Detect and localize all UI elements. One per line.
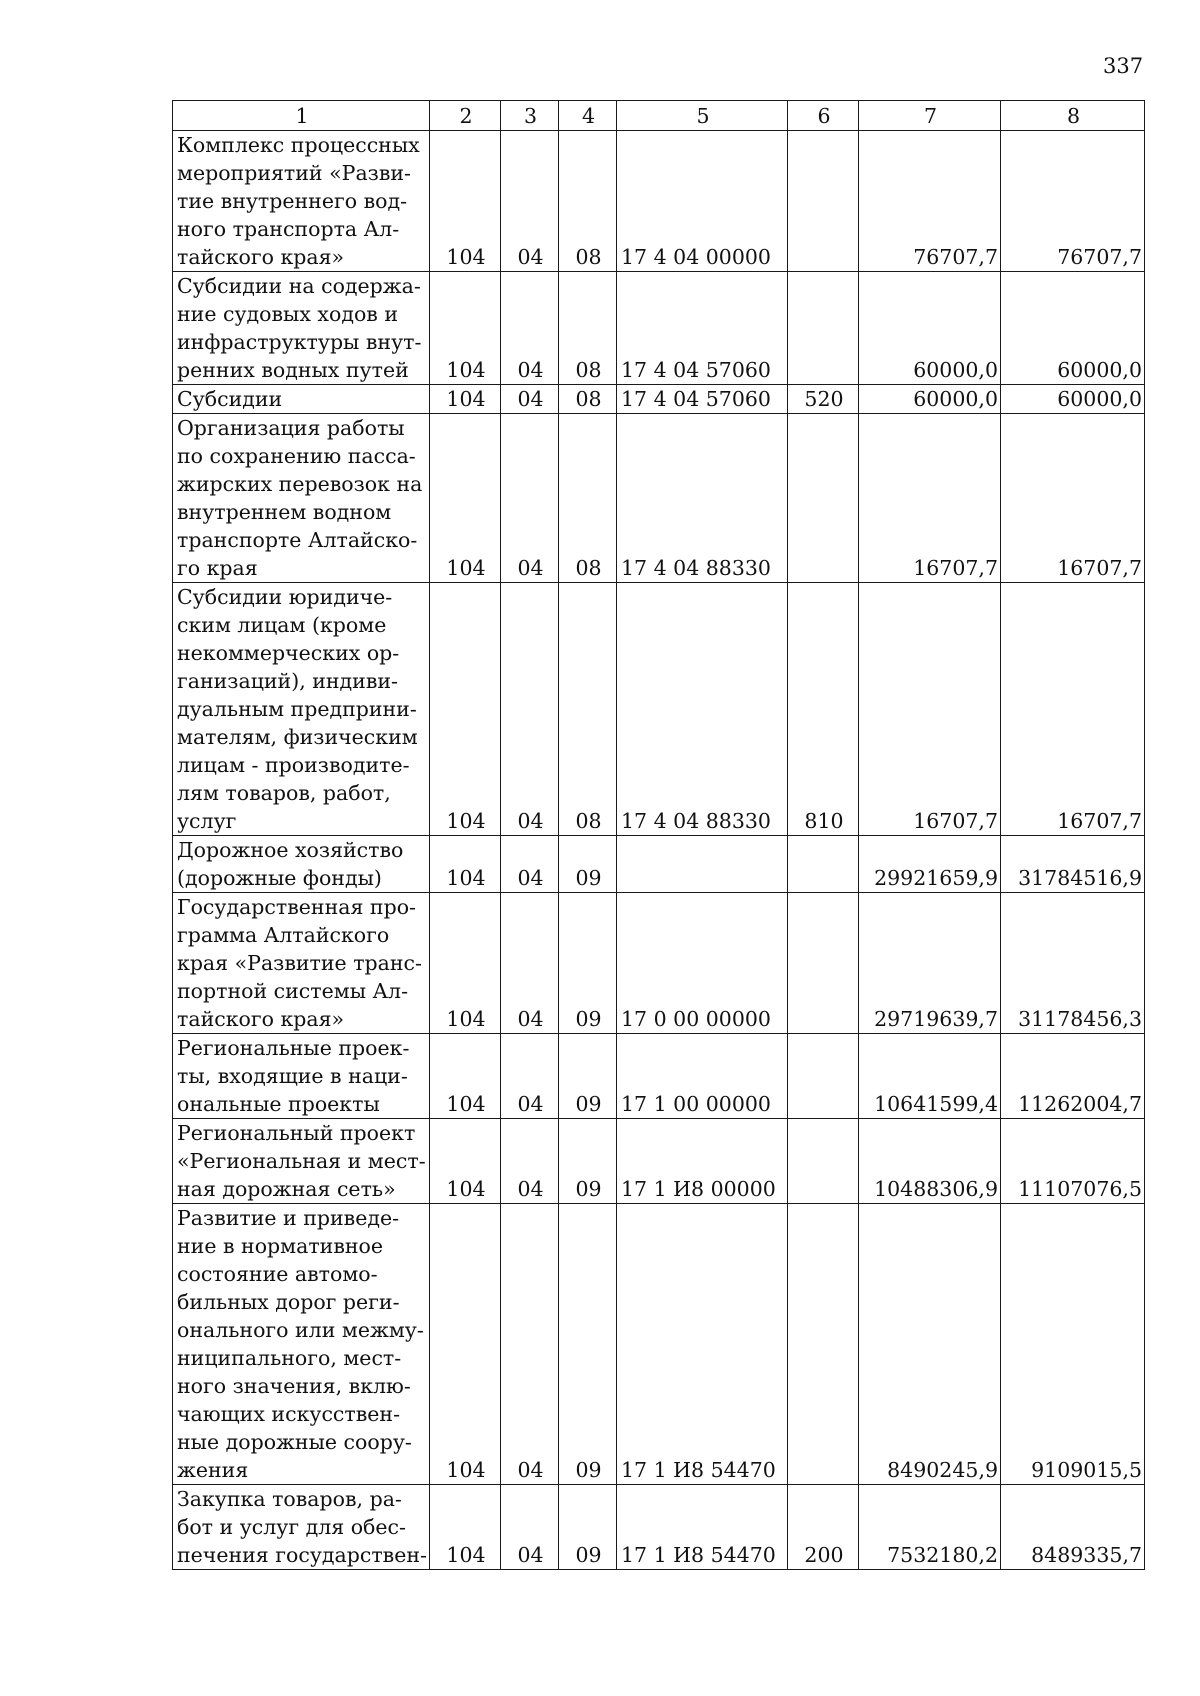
header-row: [173, 101, 1145, 131]
cell-col-4: 09: [559, 1485, 617, 1570]
row-name: Субсидии: [173, 385, 430, 414]
cell-col-4: 08: [559, 385, 617, 414]
cell-col-8: 11107076,5: [1001, 1119, 1145, 1204]
cell-col-3: 04: [501, 1034, 559, 1119]
table-row: [173, 272, 1145, 385]
header-col-6: 6: [788, 101, 859, 131]
cell-col-6: 200: [788, 1485, 859, 1570]
page-number: 337: [1103, 54, 1144, 78]
cell-col-4: 08: [559, 583, 617, 836]
header-col-4: 4: [559, 101, 617, 131]
cell-col-6: [788, 414, 859, 583]
row-name: Развитие и приведе- ние в нормативное состояние автомо- бильных дорог реги- онального или межму- ниципального, мест- ного значения, вклю- чающих искусствен- ные дорожные соору- жения: [173, 1204, 430, 1485]
table-row: [173, 1485, 1145, 1570]
cell-col-2: 104: [430, 131, 501, 272]
cell-col-7: 16707,7: [859, 583, 1001, 836]
cell-col-5: 17 1 И8 54470: [617, 1204, 788, 1485]
row-name: Субсидии на содержа- ние судовых ходов и инфраструктуры внут- ренних водных путей: [173, 272, 430, 385]
cell-col-6: 520: [788, 385, 859, 414]
row-name: Организация работы по сохранению пасса- жирских перевозок на внутреннем водном транспорте Алтайско- го края: [173, 414, 430, 583]
table-row: [173, 1034, 1145, 1119]
cell-col-6: [788, 893, 859, 1034]
row-name: Государственная про- грамма Алтайского края «Развитие транс- портной системы Ал- тайского края»: [173, 893, 430, 1034]
cell-col-2: 104: [430, 893, 501, 1034]
cell-col-8: 9109015,5: [1001, 1204, 1145, 1485]
table-body: [173, 131, 1145, 1570]
cell-col-5: 17 1 И8 00000: [617, 1119, 788, 1204]
cell-col-6: [788, 1204, 859, 1485]
table-row: [173, 1119, 1145, 1204]
row-name: Комплекс процессных мероприятий «Разви- тие внутреннего вод- ного транспорта Ал- тайского края»: [173, 131, 430, 272]
budget-table: [172, 100, 1145, 1570]
cell-col-3: 04: [501, 272, 559, 385]
cell-col-5: 17 1 И8 54470: [617, 1485, 788, 1570]
table-row: [173, 893, 1145, 1034]
cell-col-7: 8490245,9: [859, 1204, 1001, 1485]
header-col-7: 7: [859, 101, 1001, 131]
table-row: [173, 385, 1145, 414]
row-name: Региональные проек- ты, входящие в нaци- ональные проекты: [173, 1034, 430, 1119]
cell-col-7: 16707,7: [859, 414, 1001, 583]
cell-col-4: 09: [559, 1034, 617, 1119]
cell-col-2: 104: [430, 1204, 501, 1485]
cell-col-8: 31784516,9: [1001, 836, 1145, 893]
table-row: [173, 583, 1145, 836]
cell-col-2: 104: [430, 414, 501, 583]
table-row: [173, 1204, 1145, 1485]
row-name: Закупка товаров, ра- бот и услуг для обес- печения государствен-: [173, 1485, 430, 1570]
header-col-5: 5: [617, 101, 788, 131]
cell-col-8: 60000,0: [1001, 385, 1145, 414]
cell-col-7: 60000,0: [859, 272, 1001, 385]
header-col-2: 2: [430, 101, 501, 131]
cell-col-7: 10641599,4: [859, 1034, 1001, 1119]
cell-col-3: 04: [501, 836, 559, 893]
cell-col-4: 08: [559, 414, 617, 583]
cell-col-5: 17 4 04 57060: [617, 272, 788, 385]
cell-col-5: 17 0 00 00000: [617, 893, 788, 1034]
cell-col-8: 8489335,7: [1001, 1485, 1145, 1570]
cell-col-7: 7532180,2: [859, 1485, 1001, 1570]
cell-col-3: 04: [501, 893, 559, 1034]
cell-col-8: 31178456,3: [1001, 893, 1145, 1034]
header-col-1: 1: [173, 101, 430, 131]
cell-col-4: 09: [559, 1204, 617, 1485]
cell-col-5: 17 1 00 00000: [617, 1034, 788, 1119]
cell-col-6: [788, 1034, 859, 1119]
cell-col-5: 17 4 04 88330: [617, 583, 788, 836]
cell-col-6: 810: [788, 583, 859, 836]
cell-col-4: 09: [559, 836, 617, 893]
cell-col-7: 76707,7: [859, 131, 1001, 272]
row-name: Субсидии юридиче- ским лицам (кроме некоммерческих ор- ганизаций), индиви- дуальным предприни- мателям, физическим лицам - производите- лям товаров, работ, услуг: [173, 583, 430, 836]
cell-col-3: 04: [501, 1204, 559, 1485]
cell-col-5: 17 4 04 88330: [617, 414, 788, 583]
table-row: [173, 131, 1145, 272]
cell-col-2: 104: [430, 836, 501, 893]
cell-col-3: 04: [501, 583, 559, 836]
cell-col-6: [788, 272, 859, 385]
cell-col-2: 104: [430, 583, 501, 836]
table-row: [173, 414, 1145, 583]
cell-col-8: 60000,0: [1001, 272, 1145, 385]
cell-col-3: 04: [501, 1119, 559, 1204]
cell-col-4: 09: [559, 893, 617, 1034]
header-col-8: 8: [1001, 101, 1145, 131]
header-col-3: 3: [501, 101, 559, 131]
cell-col-3: 04: [501, 131, 559, 272]
cell-col-5: 17 4 04 57060: [617, 385, 788, 414]
cell-col-6: [788, 131, 859, 272]
cell-col-8: 11262004,7: [1001, 1034, 1145, 1119]
cell-col-8: 16707,7: [1001, 583, 1145, 836]
cell-col-2: 104: [430, 385, 501, 414]
cell-col-3: 04: [501, 1485, 559, 1570]
cell-col-2: 104: [430, 1119, 501, 1204]
cell-col-5: [617, 836, 788, 893]
cell-col-6: [788, 836, 859, 893]
row-name: Дорожное хозяйство (дорожные фонды): [173, 836, 430, 893]
table-row: [173, 836, 1145, 893]
cell-col-7: 29921659,9: [859, 836, 1001, 893]
cell-col-6: [788, 1119, 859, 1204]
cell-col-7: 60000,0: [859, 385, 1001, 414]
cell-col-7: 29719639,7: [859, 893, 1001, 1034]
cell-col-7: 10488306,9: [859, 1119, 1001, 1204]
cell-col-2: 104: [430, 1485, 501, 1570]
cell-col-5: 17 4 04 00000: [617, 131, 788, 272]
row-name: Региональный проект «Региональная и мест- ная дорожная сеть»: [173, 1119, 430, 1204]
cell-col-4: 08: [559, 272, 617, 385]
cell-col-2: 104: [430, 272, 501, 385]
cell-col-4: 08: [559, 131, 617, 272]
cell-col-4: 09: [559, 1119, 617, 1204]
cell-col-8: 76707,7: [1001, 131, 1145, 272]
cell-col-3: 04: [501, 414, 559, 583]
cell-col-8: 16707,7: [1001, 414, 1145, 583]
cell-col-2: 104: [430, 1034, 501, 1119]
cell-col-3: 04: [501, 385, 559, 414]
